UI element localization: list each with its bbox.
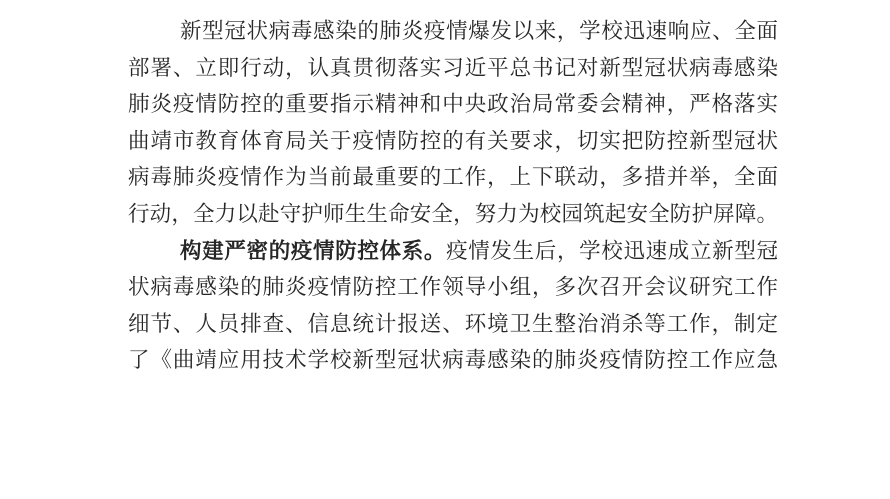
text-line — [128, 342, 778, 379]
text-run: 细节、人员排查、信息统计报送、环境卫生整治消杀等工作，制定 — [128, 311, 778, 336]
text-line — [128, 50, 778, 87]
text-line — [128, 196, 778, 233]
text-line — [128, 233, 778, 270]
paragraph-2 — [128, 233, 778, 379]
text-line — [128, 13, 778, 50]
text-line — [128, 86, 778, 123]
text-run: 状病毒感染的肺炎疫情防控工作领导小组，多次召开会议研究工作 — [128, 275, 778, 300]
text-line — [128, 269, 778, 306]
text-line — [128, 306, 778, 343]
text-run: 了《曲靖应用技术学校新型冠状病毒感染的肺炎疫情防控工作应急 — [128, 348, 778, 373]
text-run: 病毒肺炎疫情作为当前最重要的工作，上下联动，多措并举，全面 — [128, 165, 778, 190]
text-run: 肺炎疫情防控的重要指示精神和中央政治局常委会精神，严格落实 — [128, 92, 778, 117]
text-run: 疫情发生后，学校迅速成立新型冠 — [446, 238, 778, 263]
text-line — [128, 159, 778, 196]
paragraph-1 — [128, 13, 778, 233]
text-run: 部署、立即行动，认真贯彻落实习近平总书记对新型冠状病毒感染 — [128, 55, 778, 80]
body-text — [128, 13, 778, 379]
text-line — [128, 123, 778, 160]
text-run: 曲靖市教育体育局关于疫情防控的有关要求，切实把防控新型冠状 — [128, 128, 778, 153]
bold-text-run: 构建严密的疫情防控体系。 — [180, 238, 447, 263]
text-run: 新型冠状病毒感染的肺炎疫情爆发以来，学校迅速响应、全面 — [180, 19, 778, 43]
text-run: 行动，全力以赴守护师生生命安全，努力为校园筑起安全防护屏障。 — [128, 201, 778, 226]
